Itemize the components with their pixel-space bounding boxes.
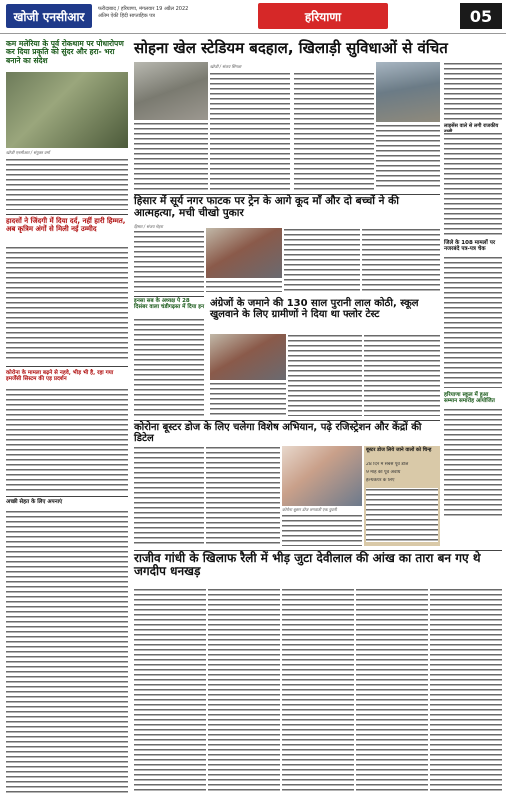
dateline-subline: अंतिम ऐकी हिंदी साप्ताहिक पत्र bbox=[98, 13, 155, 19]
divider bbox=[6, 496, 128, 497]
hisar-body-col4 bbox=[206, 280, 282, 292]
left-list-headline: अच्छी सेहत के लिए अपनाएं bbox=[6, 499, 63, 505]
right-box2-headline: जिले के 108 मामलों पर नजरबंदे पत्र-पत्र चेक bbox=[444, 240, 496, 253]
brief-body bbox=[134, 318, 204, 416]
hisar-body-col3 bbox=[362, 228, 440, 292]
planting-photo bbox=[6, 72, 128, 148]
left-list-body bbox=[6, 510, 128, 794]
booster-body-col1 bbox=[134, 446, 204, 546]
right-box3-headline: हरियाणा स्कूल में हुआ सम्मान समारोह आयोजित bbox=[444, 392, 495, 405]
dhankhar-body-col2 bbox=[208, 588, 280, 794]
newspaper-logo: खोजी एनसीआर bbox=[6, 4, 92, 28]
banner-body-col0 bbox=[134, 122, 208, 190]
dhankhar-body-col5 bbox=[430, 588, 502, 794]
booster-box-body bbox=[366, 488, 438, 542]
booster-body-col3 bbox=[282, 514, 362, 546]
banner-body-col3 bbox=[376, 124, 440, 190]
banner-headline: सोहना खेल स्टेडियम बदहाल, खिलाड़ी सुविधाओं से वंचित bbox=[134, 39, 448, 57]
section-label: हरियाणा bbox=[258, 3, 388, 29]
page-number: 05 bbox=[460, 3, 502, 29]
booster-box-title: बूस्टर डोज लिये जाने वालों को चिन्ह bbox=[366, 447, 432, 453]
banner-body-col1 bbox=[210, 72, 290, 190]
booster-box-line: 9 माह की पूर्व अवधि bbox=[366, 470, 401, 475]
booster-box-line: 28 दिन में सबसे पूर्व डोज bbox=[366, 462, 409, 467]
vaccination-photo bbox=[282, 446, 362, 506]
divider bbox=[134, 420, 440, 421]
lal-kothi-body-col2 bbox=[288, 334, 362, 416]
right-col-body-1 bbox=[444, 62, 502, 122]
hisar-byline: हिसार / संजय मेहरा bbox=[134, 224, 163, 229]
left-top-headline: कम मलेरिया के पूर्व रोकथाम पर पोधारोपण कर दिया प्रकृति को सुंदर और हरा- भरा बनाने का संदेश bbox=[6, 39, 124, 65]
banner-byline: खोजी / संजय सिंगला bbox=[210, 64, 242, 69]
lal-kothi-headline: अंग्रेजों के जमाने की 130 साल पुरानी लाल कोठी, स्कूल खुलवाने के लिए ग्रामीणों ने दिया था फ्लोर टेस्ट bbox=[210, 298, 419, 320]
dhankhar-body-col3 bbox=[282, 588, 354, 794]
dhankhar-body-col1 bbox=[134, 588, 206, 794]
hisar-body-col1 bbox=[134, 230, 204, 292]
hisar-body-col2 bbox=[284, 228, 360, 292]
left-mid-headline: हादसों ने जिंदगी में दिया दर्द, नहीं हारी हिम्मत, अब कृत्रिम अंगों से मिली नई उम्मीद bbox=[6, 217, 126, 233]
banner-body-col2 bbox=[294, 72, 374, 190]
right-col-body-3 bbox=[444, 256, 502, 388]
brief-headline: इनसा सब के अध्यक्ष पे 28 दिसंबर वाला चंडीगढ़स्त में दिया इन bbox=[134, 298, 204, 311]
lal-kothi-photo bbox=[210, 334, 286, 380]
booster-headline: कोरोना बूस्टर डोज के लिए चलेगा विशेष अभियान, पढ़े रजिस्ट्रेशन और केंद्रों की डिटेल bbox=[134, 422, 422, 444]
dateline bbox=[98, 6, 248, 20]
vaccination-caption: कोरोना बूस्टर डोज लगवाती एक युवती bbox=[282, 507, 337, 512]
left-low-headline: कोरोना के मामला बढ़ने से नहवे, भीड़ भी है, रहा गया इमर्जेंसी सिस्टम की एड़ प्रदर्शन bbox=[6, 370, 114, 383]
lal-kothi-body-col3 bbox=[364, 334, 440, 416]
dhankhar-headline: राजीव गांधी के खिलाफ रैली में भीड़ जुटा देवीलाल की आंख का तारा बन गए थे जगदीप धनखड़ bbox=[134, 551, 481, 579]
right-box1-headline: लाइसेंस वाले से लगी राजकीय bbox=[444, 123, 499, 129]
rail-track-photo bbox=[206, 228, 282, 278]
right-col-body-2 bbox=[444, 132, 502, 238]
divider bbox=[6, 366, 128, 367]
hisar-headline: हिसार में सूर्य नगर फाटक पर ट्रेन के आगे कूद माँ और दो बच्चों ने की आत्महत्या, मची चीखो पुकार bbox=[134, 195, 399, 219]
left-mid-body bbox=[6, 246, 128, 362]
divider bbox=[134, 296, 204, 297]
left-top-body bbox=[6, 158, 128, 210]
lal-kothi-body-col1 bbox=[210, 382, 286, 416]
planting-photo-caption: खोजी एनसीआर / संयुक्त वर्मा bbox=[6, 150, 50, 155]
left-low-body bbox=[6, 388, 128, 492]
stadium-photo-1 bbox=[134, 62, 208, 120]
booster-body-col2 bbox=[206, 446, 280, 546]
booster-box-line: हेल्थकेयर के लिए bbox=[366, 478, 395, 483]
stadium-photo-2 bbox=[376, 62, 440, 122]
dateline-text: फरीदाबाद / हरियाणा, मंगलवार 19 अप्रैल 2022 bbox=[98, 6, 189, 12]
divider bbox=[6, 214, 128, 215]
dhankhar-body-col4 bbox=[356, 588, 428, 794]
right-col-body-4 bbox=[444, 408, 502, 516]
